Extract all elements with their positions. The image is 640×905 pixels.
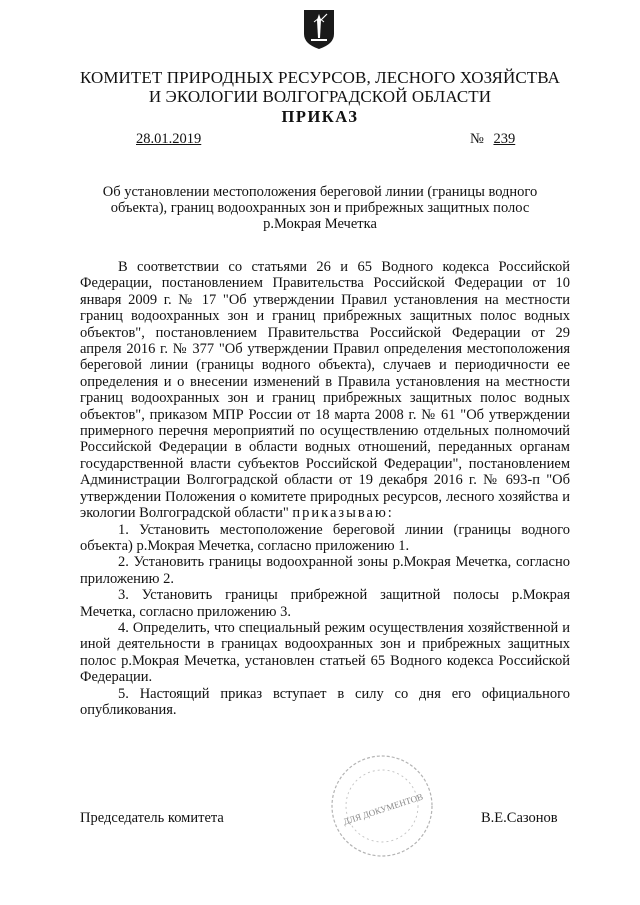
order-item-2: 2. Установить границы водоохранной зоны р.Мокрая Мечетка, согласно приложению 2. [80, 554, 570, 587]
order-word: приказываю: [292, 505, 394, 522]
order-date-value: 28.01.2019 [136, 131, 202, 147]
subject-line1: Об установлении местоположения береговой линии (границы водного [102, 184, 538, 200]
signatory-position: Председатель комитета [80, 810, 224, 826]
organization-name-line1: КОМИТЕТ ПРИРОДНЫХ РЕСУРСОВ, ЛЕСНОГО ХОЗЯЙСТВА [79, 68, 561, 87]
preamble-text: В соответствии со статьями 26 и 65 Водного кодекса Российской Федерации, постановлением Правительства Российской Федерации от 10 января 2009 г. № 17 "Об утверждении Правил установления на местности границ водоохранных зон и границ прибрежных защитных полос водных объектов", постановлением Правительства Российской Федерации от 29 апреля 2016 г. № 377 "Об утверждении Правил определения местоположения береговой линии (границы водного объекта), случаев и периодичности ее определения и о внесении изменений в Правила установления на местности границ водоохранных зон и границ прибрежных защитных полос водных объектов", приказом МПР России от 18 марта 2008 г. № 61 "Об утверждении примерного перечня мероприятий по осуществлению отдельных полномочий Российской Федерации в области водных отношений, переданных органам государственной власти субъектов Российской Федерации", постановлением Администрации Волгоградской области от 19 декабря 2016 г. № 693-п "Об утверждении Положения о комитете природных ресурсов, лесного хозяйства и экологии Волгоградской области" [80, 259, 570, 522]
order-subject [80, 184, 560, 232]
order-body [80, 259, 570, 718]
signatory-name: В.Е.Сазонов [481, 810, 558, 826]
official-stamp [328, 752, 436, 860]
order-date [122, 131, 213, 148]
order-number [470, 131, 531, 148]
order-number-label: № [470, 131, 484, 147]
order-item-4: 4. Определить, что специальный режим осуществления хозяйственной и иной деятельности в границах водоохранных зон и прибрежных защитных полос р.Мокрая Мечетка, установлен статьей 65 Водного кодекса Российской Федерации. [80, 619, 570, 686]
order-title: ПРИКАЗ [281, 107, 359, 126]
order-item-1: 1. Установить местоположение береговой линии (границы водного объекта) р.Мокрая Мечетка, согласно приложению 1. [80, 521, 570, 554]
organization-name-line2: И ЭКОЛОГИИ ВОЛГОГРАДСКОЙ ОБЛАСТИ [148, 87, 492, 106]
preamble-paragraph [80, 259, 570, 522]
stamp-text: ДЛЯ ДОКУМЕНТОВ [341, 791, 425, 827]
order-item-5: 5. Настоящий приказ вступает в силу со дня его официального опубликования. [80, 685, 570, 718]
subject-line3: р.Мокрая Мечетка [263, 216, 377, 232]
volgograd-coat-of-arms-icon [302, 8, 336, 50]
order-item-3: 3. Установить границы прибрежной защитной полосы р.Мокрая Мечетка, согласно приложению 3. [80, 587, 570, 620]
subject-line2: объекта), границ водоохранных зон и прибрежных защитных полос [110, 200, 530, 216]
order-number-value: 239 [493, 131, 516, 147]
